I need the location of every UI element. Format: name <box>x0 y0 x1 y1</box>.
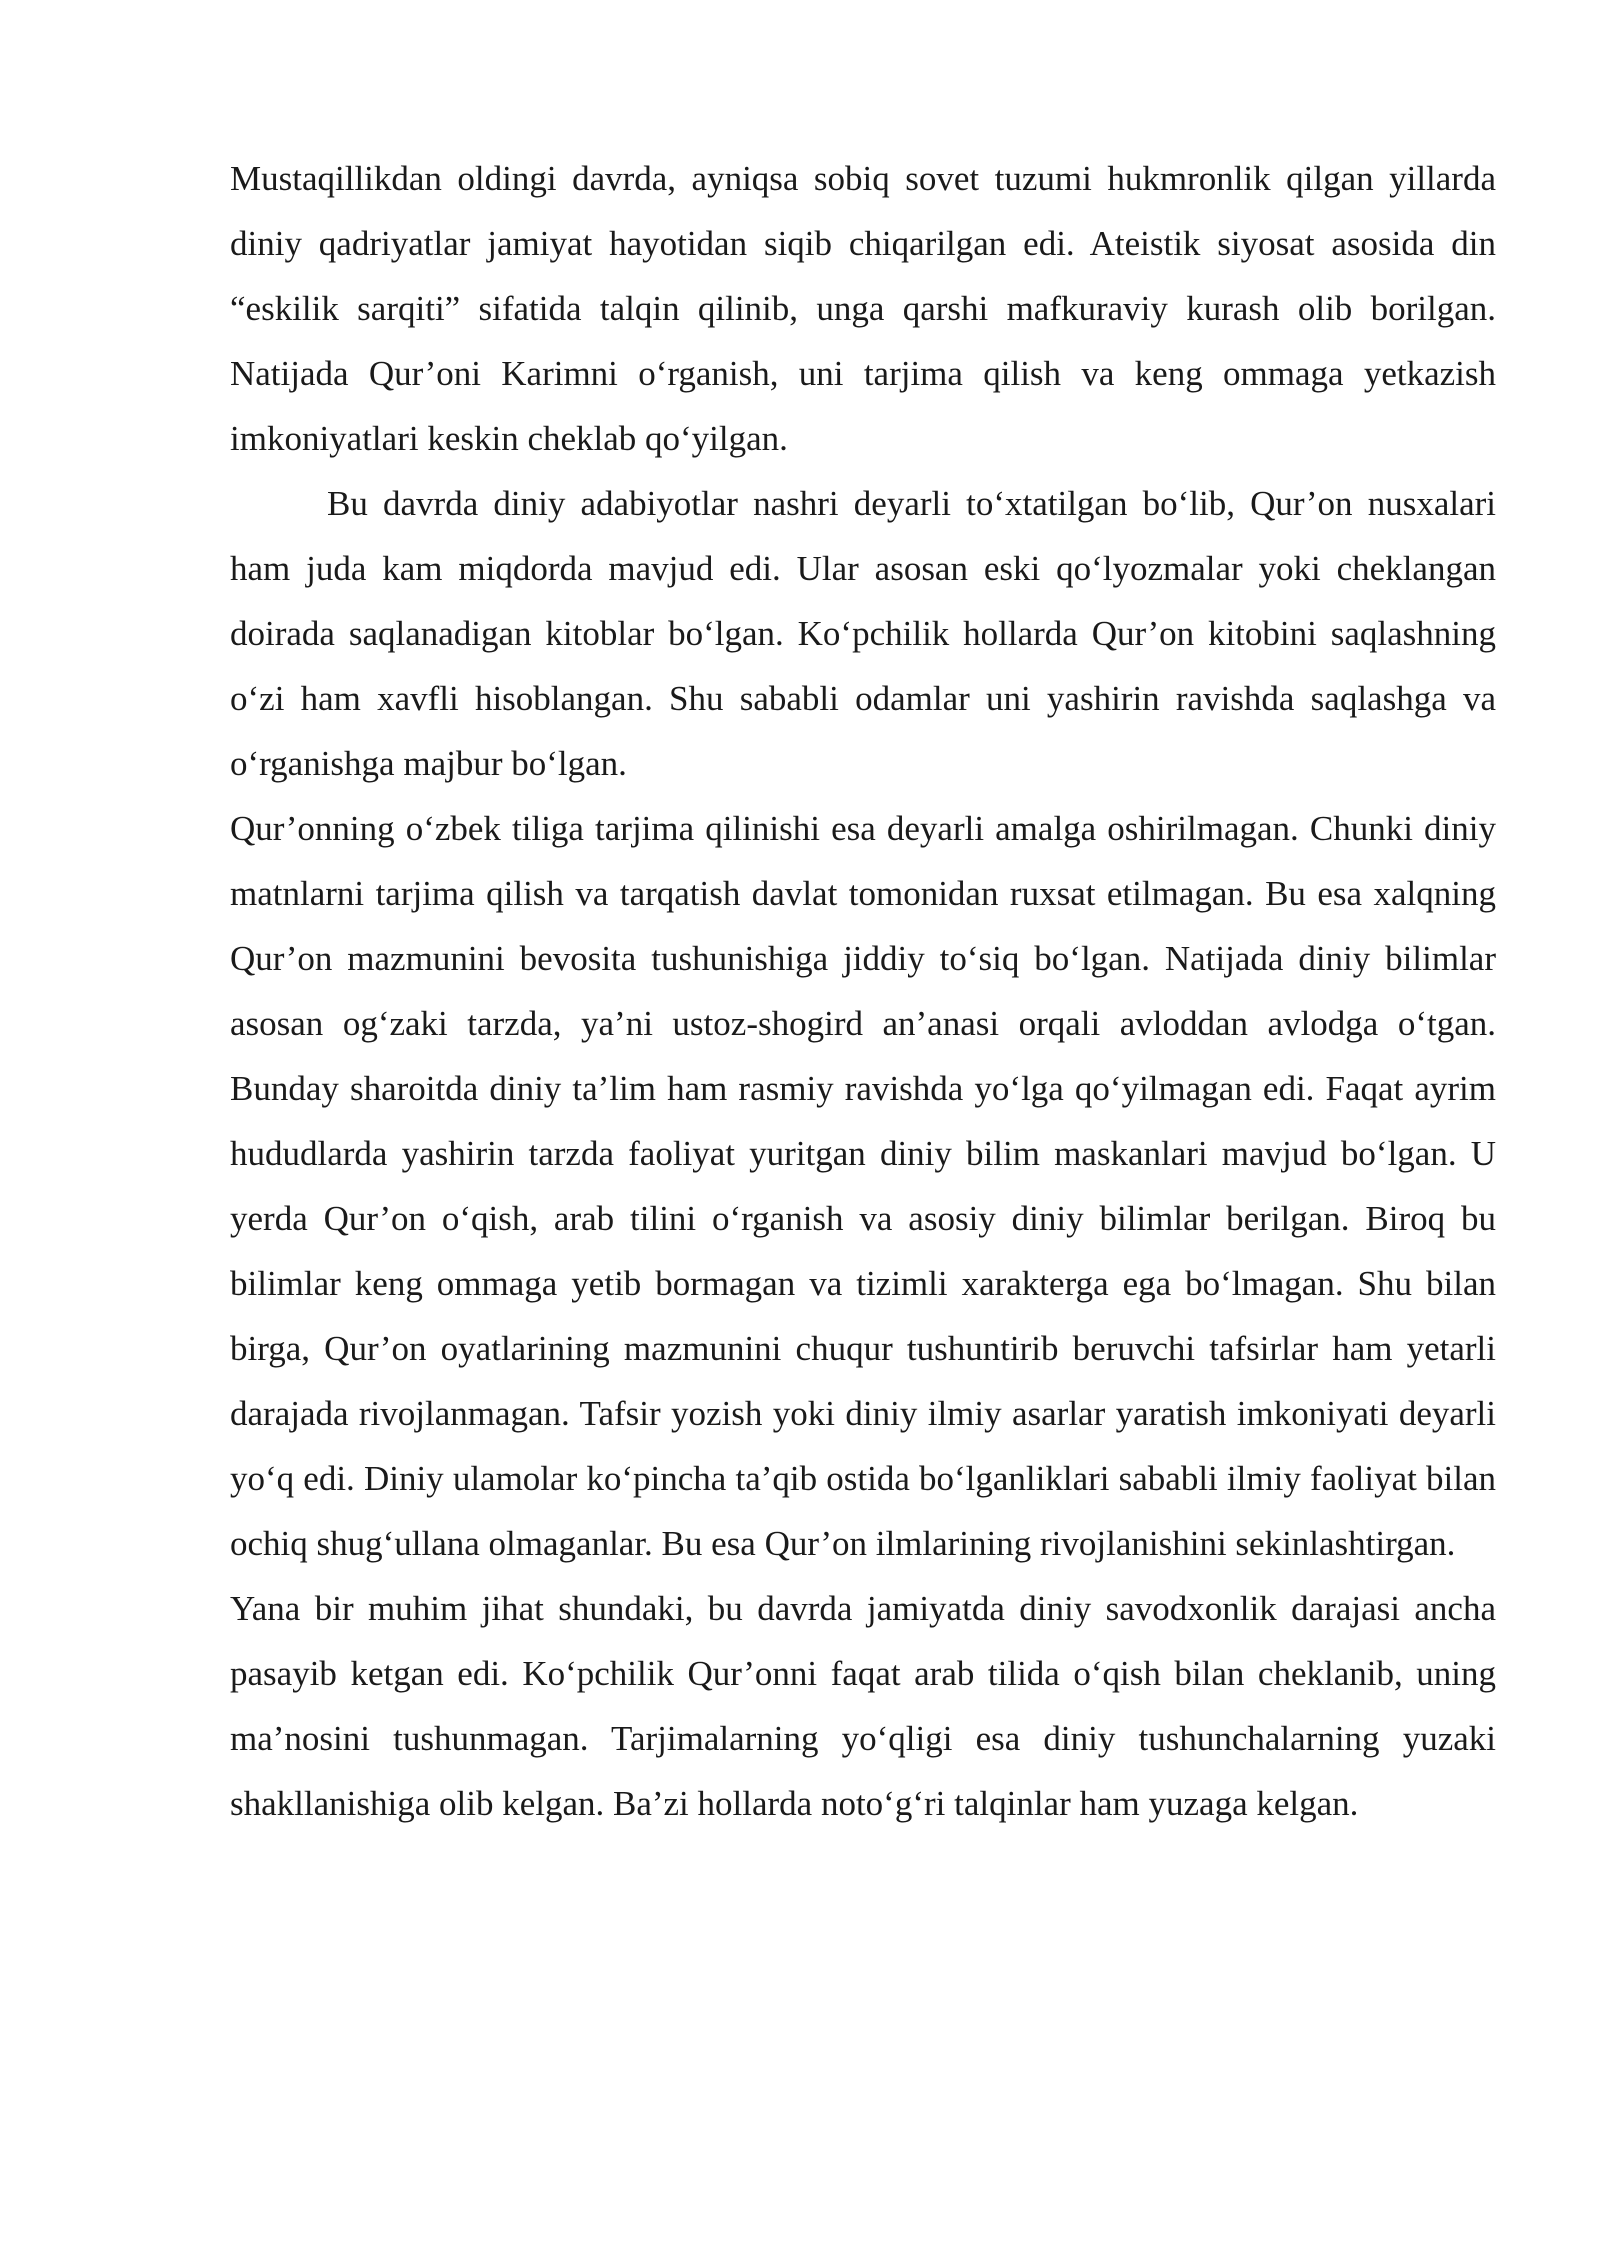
paragraph-1: Mustaqillikdan oldingi davrda, ayniqsa sobiq sovet tuzumi hukmronlik qilgan yillarda diniy qadriyatlar jamiyat hayotidan siqib chiqarilgan edi. Ateistik siyosat asosida din “eskilik sarqiti” sifatida talqin qilinib, unga qarshi mafkuraviy kurash olib borilgan. Natijada Qur’oni Karimni o‘rganish, uni tarjima qilish va keng ommaga yetkazish imkoniyatlari keskin cheklab qo‘yilgan. <box>230 159 1496 458</box>
paragraph-2: Bu davrda diniy adabiyotlar nashri deyarli to‘xtatilgan bo‘lib, Qur’on nusxalari ham juda kam miqdorda mavjud edi. Ular asosan eski qo‘lyozmalar yoki cheklangan doirada saqlanadigan kitoblar bo‘lgan. Ko‘pchilik hollarda Qur’on kitobini saqlashning o‘zi ham xavfli hisoblangan. Shu sababli odamlar uni yashirin ravishda saqlashga va o‘rganishga majbur bo‘lgan. <box>230 484 1496 783</box>
paragraph-3: Qur’onning o‘zbek tiliga tarjima qilinishi esa deyarli amalga oshirilmagan. Chunki diniy matnlarni tarjima qilish va tarqatish davlat tomonidan ruxsat etilmagan. Bu esa xalqning Qur’on mazmunini bevosita tushunishiga jiddiy to‘siq bo‘lgan. Natijada diniy bilimlar asosan og‘zaki tarzda, ya’ni ustoz-shogird an’anasi orqali avloddan avlodga o‘tgan. Bunday sharoitda diniy ta’lim ham rasmiy ravishda yo‘lga qo‘yilmagan edi. Faqat ayrim hududlarda yashirin tarzda faoliyat yuritgan diniy bilim maskanlari mavjud bo‘lgan. U yerda Qur’on o‘qish, arab tilini o‘rganish va asosiy diniy bilimlar berilgan. Biroq bu bilimlar keng ommaga yetib bormagan va tizimli xarakterga ega bo‘lmagan. Shu bilan birga, Qur’on oyatlarining mazmunini chuqur tushuntirib beruvchi tafsirlar ham yetarli darajada rivojlanmagan. Tafsir yozish yoki diniy ilmiy asarlar yaratish imkoniyati deyarli yo‘q edi. Diniy ulamolar ko‘pincha ta’qib ostida bo‘lganliklari sababli ilmiy faoliyat bilan ochiq shug‘ullana olmaganlar. Bu esa Qur’on ilmlarining rivojlanishini sekinlashtirgan. <box>230 809 1496 1563</box>
body-text <box>230 146 1496 1836</box>
paragraph-4: Yana bir muhim jihat shundaki, bu davrda jamiyatda diniy savodxonlik darajasi ancha pasayib ketgan edi. Ko‘pchilik Qur’onni faqat arab tilida o‘qish bilan cheklanib, uning ma’nosini tushunmagan. Tarjimalarning yo‘qligi esa diniy tushunchalarning yuzaki shakllanishiga olib kelgan. Ba’zi hollarda noto‘g‘ri talqinlar ham yuzaga kelgan. <box>230 1589 1496 1823</box>
